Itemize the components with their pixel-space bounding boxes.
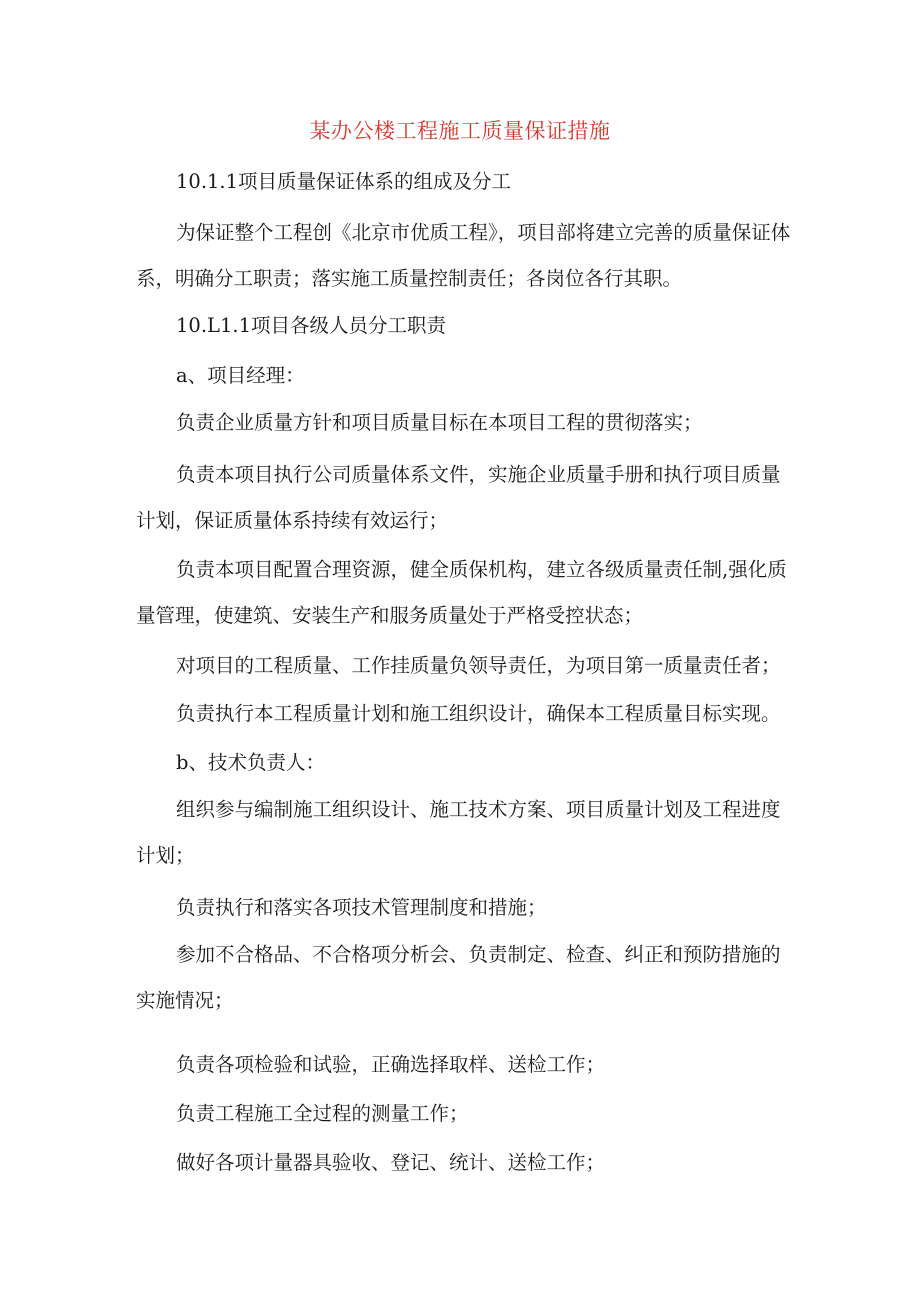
paragraph-pm-duty-2: 负责本项目执行公司质量体系文件，实施企业质量手册和执行项目质量计划，保证质量体系持续有效运行； <box>136 463 781 532</box>
document-title: 某办公楼工程施工质量保证措施 <box>309 119 611 143</box>
subheading-technical-lead: b、技术负责人： <box>176 751 325 774</box>
paragraph-tech-duty-3: 参加不合格品、不合格项分析会、负责制定、检查、纠正和预防措施的实施情况； <box>136 943 781 1012</box>
paragraph-tech-duty-5: 负责工程施工全过程的测量工作； <box>176 1102 469 1125</box>
section-heading-10-1-1: 10.1.1项目质量保证体系的组成及分工 <box>176 170 512 193</box>
subheading-project-manager: a、项目经理： <box>176 364 305 387</box>
paragraph-tech-duty-4: 负责各项检验和试验，正确选择取样、送检工作； <box>176 1053 606 1076</box>
section-heading-10-l1-1: 10.L1.1项目各级人员分工职责 <box>176 314 446 337</box>
paragraph-pm-duty-5: 负责执行本工程质量计划和施工组织设计，确保本工程质量目标实现。 <box>176 702 781 725</box>
paragraph-tech-duty-1: 组织参与编制施工组织设计、施工技术方案、项目质量计划及工程进度计划； <box>136 798 781 867</box>
paragraph-pm-duty-3: 负责本项目配置合理资源，健全质保机构，建立各级质量责任制,强化质量管理，使建筑、安装生产和服务质量处于严格受控状态； <box>136 558 787 627</box>
paragraph-pm-duty-4: 对项目的工程质量、工作挂质量负领导责任，为项目第一质量责任者； <box>176 654 781 677</box>
paragraph-tech-duty-2: 负责执行和落实各项技术管理制度和措施； <box>176 896 547 919</box>
paragraph-pm-duty-1: 负责企业质量方针和项目质量目标在本项目工程的贯彻落实； <box>176 411 703 434</box>
paragraph-tech-duty-6: 做好各项计量器具验收、登记、统计、送检工作； <box>176 1151 606 1174</box>
paragraph-intro: 为保证整个工程创《北京市优质工程》，项目部将建立完善的质量保证体系，明确分工职责；落实施工质量控制责任；各岗位各行其职。 <box>136 221 791 290</box>
